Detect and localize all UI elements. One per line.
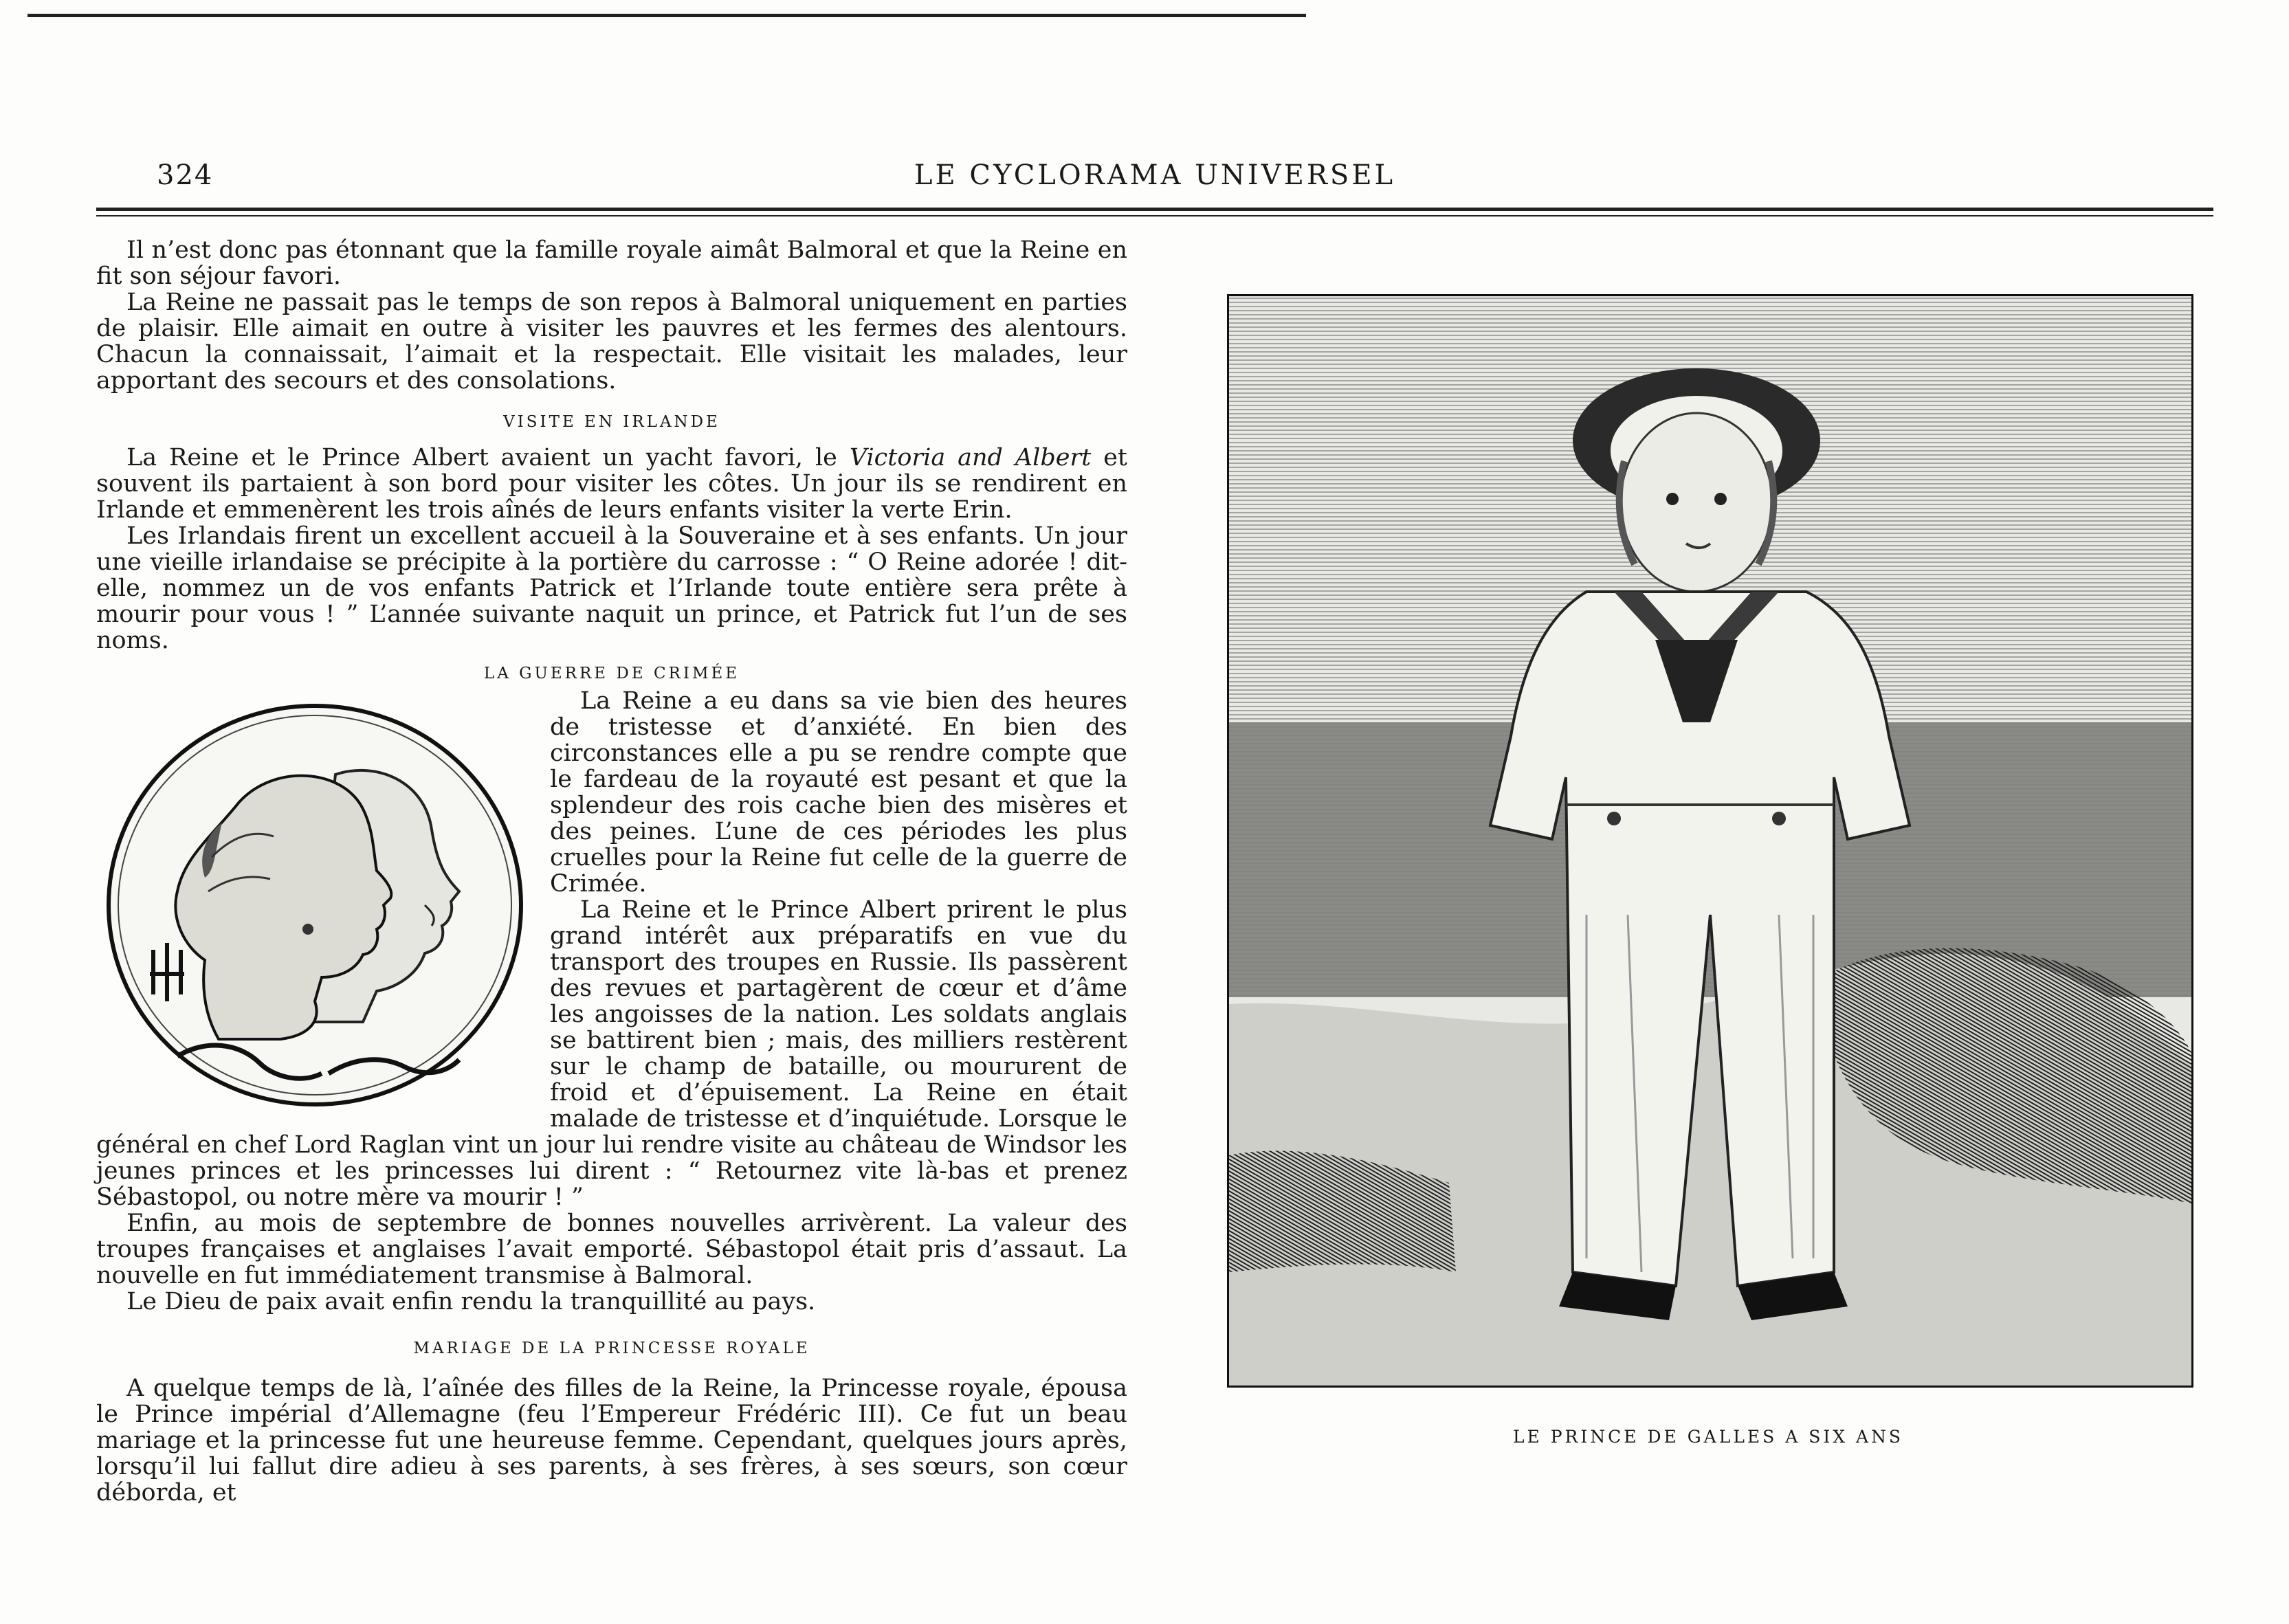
yacht-name: Victoria and Albert (849, 444, 1092, 471)
prince-engraving-icon (1229, 296, 2191, 1386)
page-number: 324 (157, 159, 214, 191)
header-rule-thin (96, 215, 2213, 216)
left-text-column (96, 237, 1127, 1506)
paragraph-intro-1: Il n’est donc pas étonnant que la famille royale aimât Balmoral et que la Reine en fit son séjour favori. (96, 236, 1127, 290)
prince-engraving-illustration (1227, 294, 2193, 1388)
paragraph-crimee-1: La Reine a eu dans sa vie bien des heures de tristesse et d’anxiété. En bien des circonstances elle a pu se rendre compte que le fardeau de la royauté est pesant et que la splendeur des rois cache bien des misères et des peines. L’une de ces périodes les plus cruelles pour la Reine fut celle de la guerre de Crimée. (550, 687, 1127, 898)
header-rule-thick (96, 208, 2213, 211)
running-title: LE CYCLORAMA UNIVERSEL (914, 159, 1396, 191)
section-heading-guerre-crimee: LA GUERRE DE CRIMÉE (483, 665, 740, 682)
paragraph-crimee-3: Enfin, au mois de septembre de bonnes nouvelles arrivèrent. La valeur des troupes françaises et anglaises l’avait emporté. Sébastopol était pris d’assaut. La nouvelle en fut immédiatement transmise à Balmoral. (96, 1210, 1127, 1289)
section-heading-visite-irlande: VISITE EN IRLANDE (503, 413, 720, 431)
illustration-caption: LE PRINCE DE GALLES A SIX ANS (1512, 1427, 1904, 1447)
medallion-engraving-icon (102, 699, 528, 1111)
paragraph-crimee-4: Le Dieu de paix avait enfin rendu la tranquillité au pays. (126, 1288, 816, 1315)
section-heading-mariage: MARIAGE DE LA PRINCESSE ROYALE (413, 1339, 810, 1357)
paragraph-mariage-1: A quelque temps de là, l’aînée des filles de la Reine, la Princesse royale, épousa le Prince impérial d’Allemagne (feu l’Empereur Frédéric III). Ce fut un beau mariage et la princesse fut une heureuse femme. Cependant, quelques jours après, lorsqu’il lui fallut dire adieu à ses parents, à ses frères, à ses sœurs, son cœur déborda, et (96, 1375, 1127, 1506)
page-header (96, 159, 2213, 201)
paragraph-crimee-2: La Reine et le Prince Albert prirent le plus grand intérêt aux préparatifs en vue du transport des troupes en Russie. Ils passèrent des revues et partagèrent de cœur et d’âme les angoisses de la nation. Les soldats anglais se battirent bien ; mais, des milliers restèrent sur le champ de bataille, ou moururent de froid et d’épuisement. La Reine en était malade de tristesse et d’inquiétude. Lorsque le général en chef Lord Raglan vint un jour lui rendre visite au château de Windsor les jeunes princes et les princesses lui dirent : “ Retournez vite là-bas et prenez Sébastopol, ou notre mère va mourir ! ” (96, 896, 1127, 1211)
medallion-illustration (96, 699, 550, 1125)
paragraph-irlande-1: La Reine et le Prince Albert avaient un yacht favori, le Victoria and Albert et souvent ils partaient à son bord pour visiter les côtes. Un jour ils se rendirent en Irlande et emmenèrent les trois aînés de leurs enfants visiter la verte Erin. (96, 444, 1127, 524)
top-border-rule (27, 14, 1306, 17)
paragraph-irlande-2: Les Irlandais firent un excellent accueil à la Souveraine et à ses enfants. Un jour une vieille irlandaise se précipite à la portière du carrosse : “ O Reine adorée ! dit-elle, nommez un de vos enfants Patrick et l’Irlande toute entière sera prête à mourir pour vous ! ” L’année suivante naquit un prince, et Patrick fut l’un de ses noms. (96, 522, 1127, 654)
paragraph-intro-2: La Reine ne passait pas le temps de son repos à Balmoral uniquement en parties de plaisir. Elle aimait en outre à visiter les pauvres et les fermes des alentours. Chacun la connaissait, l’aimait et la respectait. Elle visitait les malades, leur apportant des secours et des consolations. (96, 289, 1127, 394)
